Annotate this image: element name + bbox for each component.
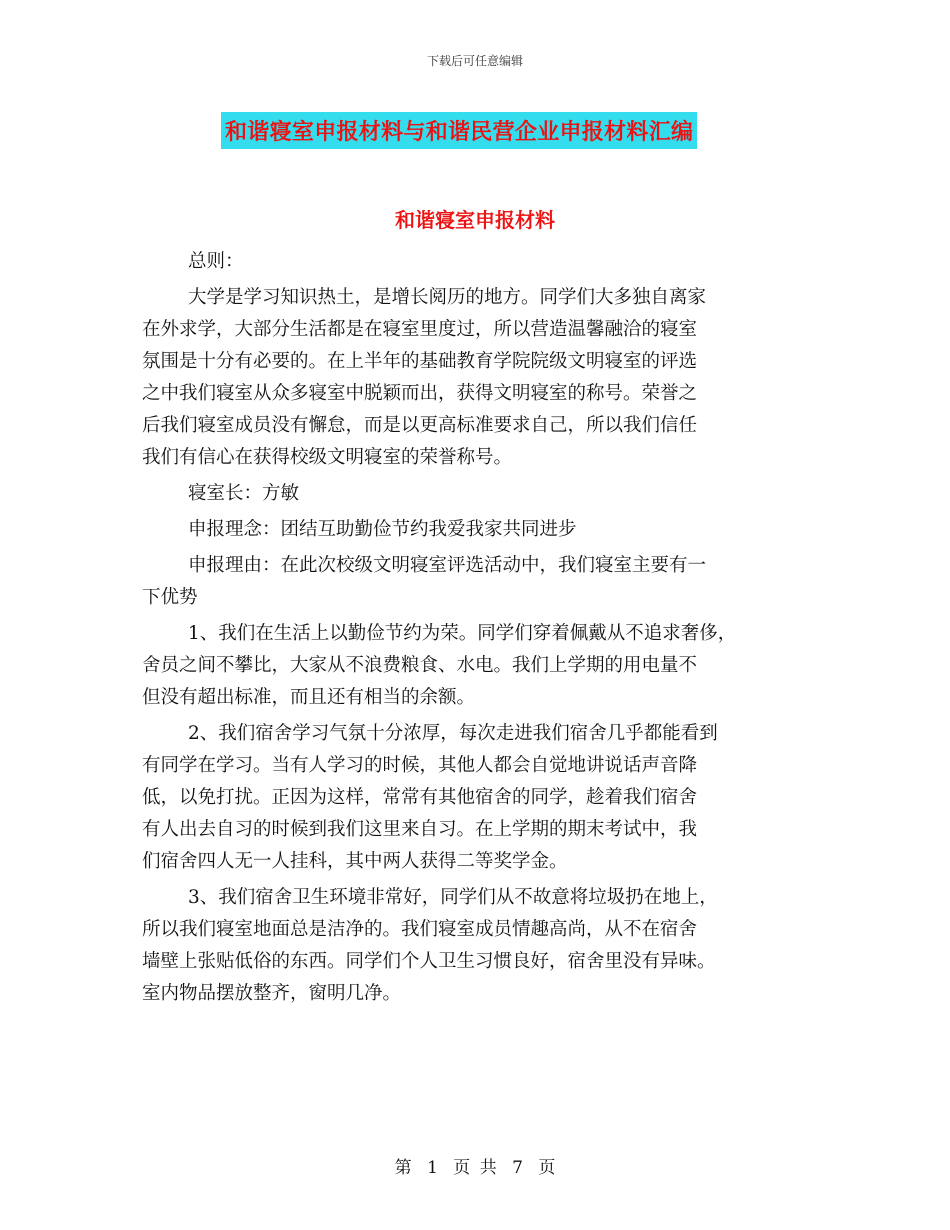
paragraph-line: 1、我们在生活上以勤俭节约为荣。同学们穿着佩戴从不追求奢侈， [188,623,737,644]
paragraph-line: 室内物品摆放整齐，窗明几净。 [142,983,402,1004]
paragraph-line: 在外求学，大部分生活都是在寝室里度过，所以营造温馨融洽的寝室 [142,319,698,340]
document-title: 和谐寝室申报材料与和谐民营企业申报材料汇编 [221,112,697,149]
paragraph-line: 寝室长：方敏 [188,483,300,504]
paragraph-line: 大学是学习知识热土，是增长阅历的地方。同学们大多独自离家 [188,287,707,308]
footer-prefix: 第 [394,1158,412,1178]
paragraph-line: 下优势 [142,587,198,608]
paragraph-line: 2、我们宿舍学习气氛十分浓厚，每次走进我们宿舍几乎都能看到 [188,723,718,744]
paragraph-line: 们宿舍四人无一人挂科，其中两人获得二等奖学金。 [142,851,568,872]
paragraph-line: 但没有超出标准，而且还有相当的余额。 [142,687,476,708]
paragraph-line: 有同学在学习。当有人学习的时候，其他人都会自觉地讲说话声音降 [142,755,698,776]
page-header-note: 下载后可任意编辑 [426,54,523,68]
paragraph-line: 申报理念：团结互助勤俭节约我爱我家共同进步 [188,519,577,540]
paragraph-line: 后我们寝室成员没有懈怠，而是以更高标准要求自己，所以我们信任 [142,415,698,436]
paragraph-line: 所以我们寝室地面总是洁净的。我们寝室成员情趣高尚，从不在宿舍 [142,919,698,940]
paragraph-line: 氛围是十分有必要的。在上半年的基础教育学院院级文明寝室的评选 [142,351,698,372]
body-text [142,246,822,1010]
page-number: 1 [427,1158,438,1178]
paragraph-line: 墙壁上张贴低俗的东西。同学们个人卫生习惯良好，宿舍里没有异味。 [142,951,716,972]
page-total: 7 [512,1158,523,1178]
paragraph-line: 我们有信心在获得校级文明寝室的荣誉称号。 [142,447,513,468]
footer-middle: 页 共 [453,1158,497,1178]
paragraph-line: 之中我们寝室从众多寝室中脱颖而出，获得文明寝室的称号。荣誉之 [142,383,698,404]
paragraph-line: 申报理由：在此次校级文明寝室评选活动中，我们寝室主要有一 [188,555,707,576]
paragraph-line: 有人出去自习的时候到我们这里来自习。在上学期的期末考试中，我 [142,819,698,840]
footer-suffix: 页 [538,1158,556,1178]
paragraph-line: 低，以免打扰。正因为这样，常常有其他宿舍的同学，趁着我们宿舍 [142,787,698,808]
page-footer [0,1153,950,1178]
paragraph-line: 3、我们宿舍卫生环境非常好，同学们从不故意将垃圾扔在地上， [188,887,718,908]
paragraph-line: 总则： [188,251,244,272]
paragraph-line: 舍员之间不攀比，大家从不浪费粮食、水电。我们上学期的用电量不 [142,655,698,676]
section-title: 和谐寝室申报材料 [395,208,555,232]
